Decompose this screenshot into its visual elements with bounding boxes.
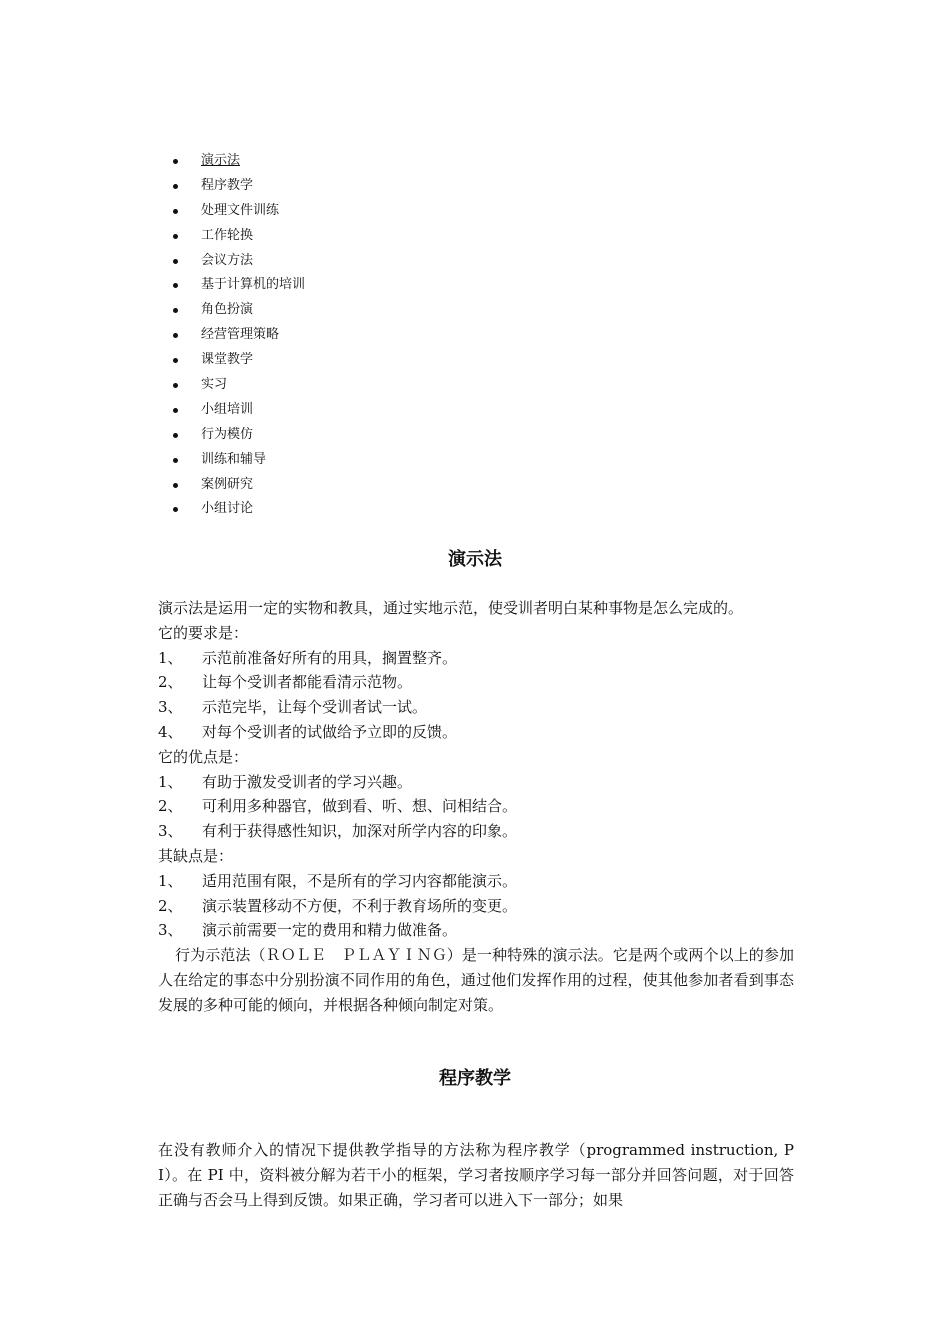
list-item: 处理文件训练	[170, 199, 305, 224]
list-item: 实习	[170, 373, 305, 398]
list-item: 训练和辅导	[170, 448, 305, 473]
numbered-item: 3、 演示前需要一定的费用和精力做准备。	[158, 921, 458, 940]
numbered-item: 2、 让每个受训者都能看清示范物。	[158, 673, 413, 692]
list-link-demonstration[interactable]: 演示法	[201, 153, 241, 168]
label-disadvantages: 其缺点是：	[158, 846, 234, 865]
numbered-item: 4、 对每个受训者的试做给予立即的反馈。	[158, 722, 458, 741]
list-item: 课堂教学	[170, 348, 305, 373]
label-advantages: 它的优点是：	[158, 747, 249, 766]
list-item: 会议方法	[170, 249, 305, 274]
list-item: 经营管理策略	[170, 323, 305, 348]
paragraph: 在没有教师介入的情况下提供教学指导的方法称为程序教学（programmed instruction, PI）。在 PI 中，资料被分解为若干小的框架，学习者按顺序学习每一部分并回答问题，对于回答正确与否会马上得到反馈。如果正确，学习者可以进入下一部分；如果	[158, 1141, 794, 1209]
section-body-programmed-instruction	[158, 1138, 794, 1212]
list-item: 程序教学	[170, 174, 305, 199]
list-item: 基于计算机的培训	[170, 273, 305, 298]
list-item: 小组培训	[170, 398, 305, 423]
numbered-item: 1、 有助于激发受训者的学习兴趣。	[158, 772, 413, 791]
paragraph: 演示法是运用一定的实物和教具，通过实地示范，使受训者明白某种事物是怎么完成的。	[158, 599, 744, 617]
section-body-demonstration	[158, 596, 794, 1018]
numbered-item: 1、 适用范围有限，不是所有的学习内容都能演示。	[158, 871, 518, 890]
list-item: 角色扮演	[170, 298, 305, 323]
section-heading-demonstration: 演示法	[448, 549, 502, 570]
list-item: 案例研究	[170, 473, 305, 498]
paragraph: 行为示范法（ＲＯＬＥ ＰＬＡＹＩＮＧ）是一种特殊的演示法。它是两个或两个以上的参加人在给定的事态中分别扮演不同作用的角色，通过他们发挥作用的过程，使其他参加者看到事态发展的多种可能的倾向，并根据各种倾向制定对策。	[158, 946, 794, 1014]
list-item: 工作轮换	[170, 224, 305, 249]
section-heading-programmed-instruction: 程序教学	[439, 1068, 511, 1089]
numbered-item: 2、 演示装置移动不方便，不利于教育场所的变更。	[158, 896, 518, 915]
list-item: 行为模仿	[170, 423, 305, 448]
list-item[interactable]	[170, 149, 305, 174]
label-requirements: 它的要求是：	[158, 623, 249, 642]
numbered-item: 3、 有利于获得感性知识，加深对所学内容的印象。	[158, 822, 518, 841]
method-list	[170, 149, 305, 522]
numbered-item: 2、 可利用多种器官，做到看、听、想、问相结合。	[158, 797, 518, 816]
numbered-item: 3、 示范完毕，让每个受训者试一试。	[158, 698, 428, 717]
numbered-item: 1、 示范前准备好所有的用具，搁置整齐。	[158, 648, 458, 667]
list-item: 小组讨论	[170, 497, 305, 522]
